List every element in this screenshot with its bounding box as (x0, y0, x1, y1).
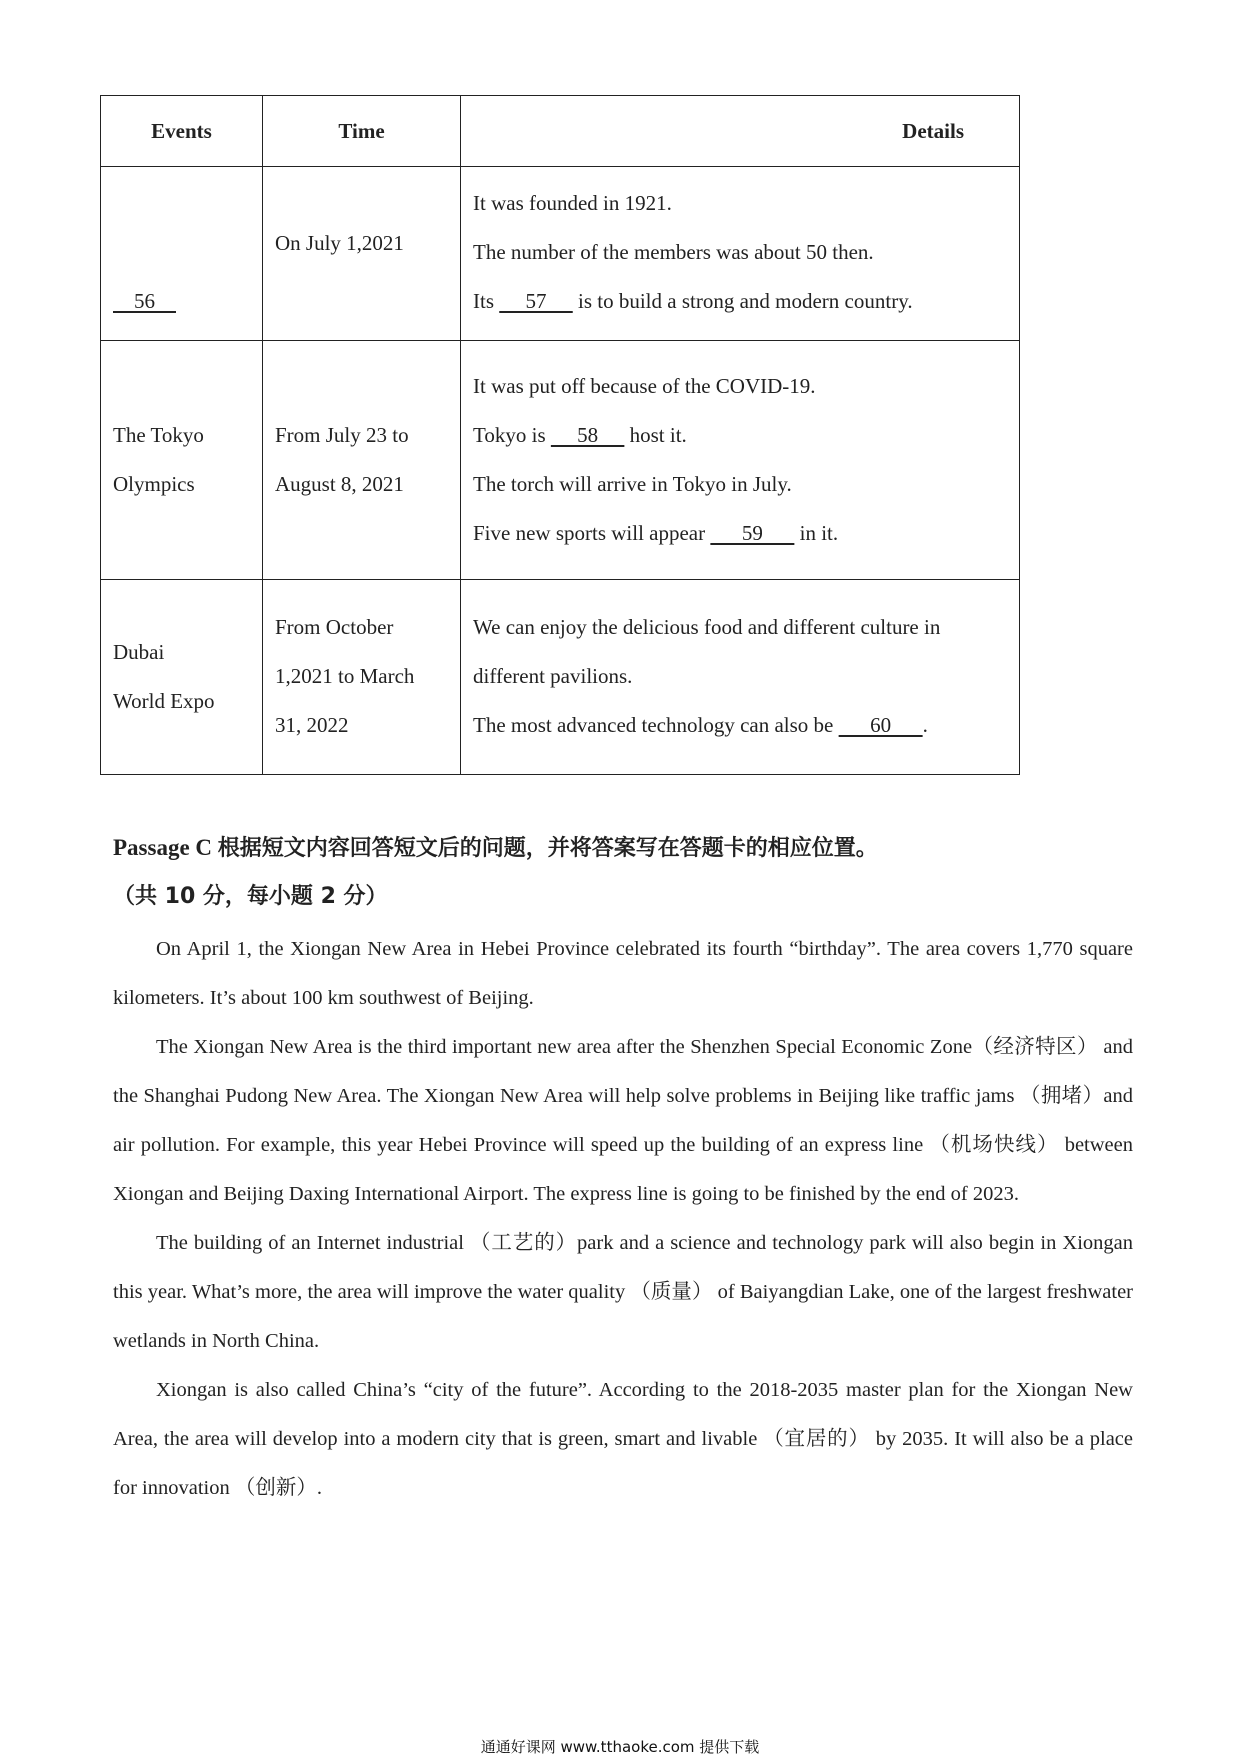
details-cell (461, 579, 1020, 774)
header-events: Events (101, 96, 263, 167)
detail-line: different pavilions. (473, 664, 633, 689)
paragraph: The Xiongan New Area is the third important new area after the Shenzhen Special Economic Zone（经济特区） and the Shanghai Pudong New Area. The Xiongan New Area will help solve problems in Beijing like traffic jams （拥堵）and air pollution. For example, this year Hebei Province will speed up the building of an express line （机场快线） between Xiongan and Beijing Daxing International Airport. The express line is going to be finished by the end of 2023. (113, 1036, 1133, 1205)
events-table (100, 95, 1020, 775)
time-line: From October (275, 615, 394, 640)
paragraph: On April 1, the Xiongan New Area in Hebei Province celebrated its fourth “birthday”. The area covers 1,770 square kilometers. It’s about 100 km southwest of Beijing. (113, 938, 1133, 1009)
header-time: Time (263, 96, 461, 167)
time-line: 1,2021 to March (275, 664, 415, 689)
detail-line: Tokyo is 58 host it. (473, 422, 687, 447)
blank-57: 57 (499, 289, 573, 313)
event-line: Olympics (113, 471, 195, 496)
heading-line-1 (113, 824, 1133, 873)
time-line: August 8, 2021 (275, 471, 404, 496)
blank-58: 58 (550, 422, 625, 447)
blank-59: 59 (710, 520, 795, 545)
details-cell (461, 341, 1020, 579)
table-header-row (101, 96, 1020, 167)
blank-60: 60 (838, 713, 923, 738)
time-cell (263, 579, 461, 774)
time-line: From July 23 to (275, 422, 409, 447)
detail-line: The most advanced technology can also be 60 . (473, 713, 928, 738)
paragraph: The building of an Internet industrial （工艺的）park and a science and technology park will also begin in Xiongan this year. What’s more, the area will improve the water quality （质量） of Baiyangdian Lake, one of the largest freshwater wetlands in North China. (113, 1232, 1133, 1352)
detail-line: We can enjoy the delicious food and different culture in (473, 615, 941, 640)
event-line: Dubai (113, 639, 165, 664)
blank-56: 56 (113, 289, 176, 314)
passage-heading (113, 824, 1133, 921)
time-cell (263, 341, 461, 579)
detail-line: Its 57 is to build a strong and modern country. (473, 289, 913, 313)
event-line: The Tokyo (113, 422, 204, 447)
event-cell (101, 341, 263, 579)
detail-line: It was put off because of the COVID-19. (473, 373, 816, 398)
table-row (101, 579, 1020, 774)
time-cell (263, 167, 461, 341)
event-cell (101, 167, 263, 341)
detail-line: The number of the members was about 50 then. (473, 240, 874, 264)
event-line: World Expo (113, 688, 215, 713)
heading-instruction: 根据短文内容回答短文后的问题，并将答案写在答题卡的相应位置。 (217, 836, 878, 861)
paragraph: Xiongan is also called China’s “city of the future”. According to the 2018-2035 master plan for the Xiongan New Area, the area will develop into a modern city that is green, smart and livable （宜居的） by 2035. It will also be a place for innovation （创新）. (113, 1379, 1133, 1499)
table-row (101, 341, 1020, 579)
table-row (101, 167, 1020, 341)
detail-line: The torch will arrive in Tokyo in July. (473, 471, 792, 496)
time-line: On July 1,2021 (275, 231, 404, 255)
detail-line: Five new sports will appear 59 in it. (473, 520, 839, 545)
event-cell (101, 579, 263, 774)
passage-body (113, 925, 1133, 1513)
detail-line: It was founded in 1921. (473, 191, 672, 215)
time-line: 31, 2022 (275, 713, 349, 738)
header-details: Details (461, 96, 1020, 167)
page-footer: 通通好课网 www.tthaoke.com 提供下载 (480, 1738, 760, 1756)
passage-label: Passage C (113, 835, 218, 860)
details-cell (461, 167, 1020, 341)
heading-line-2: （共 10 分，每小题 2 分） (113, 884, 388, 909)
